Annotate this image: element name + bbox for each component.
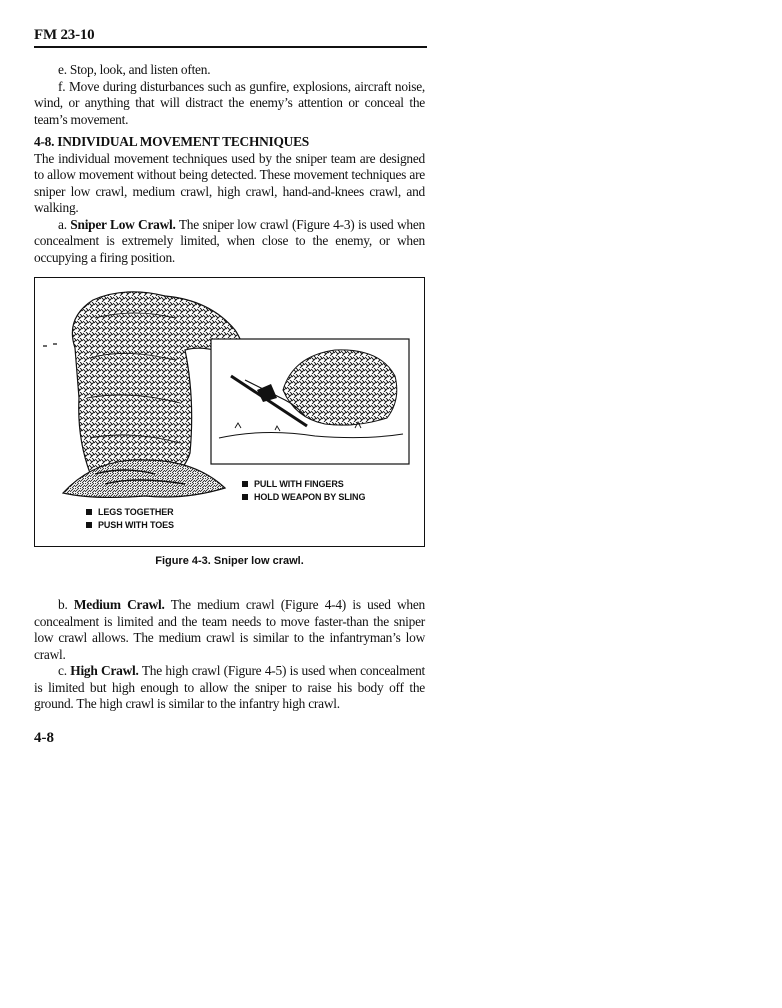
item-a-text: The sniper low crawl (Figure 4-3) is used when concealment is extremely limited, when close to the enemy, or when occupying a firing position. [34,216,425,265]
legend-item [242,491,365,504]
item-c [34,663,425,713]
item-a-term: Sniper Low Crawl. [70,216,176,232]
page-number: 4-8 [34,730,54,746]
figure-caption: Figure 4-3. Sniper low crawl. [155,555,304,567]
item-a-prefix: a. [58,216,71,232]
item-a [34,217,425,267]
legend-item [242,478,365,491]
body-top [34,62,425,266]
section-title: 4-8. INDIVIDUAL MOVEMENT TECHNIQUES [34,134,309,149]
manual-number: FM 23-10 [34,27,95,43]
bullet-square-icon [86,522,92,528]
bullet-square-icon [242,481,248,487]
legend-item [86,519,174,532]
paragraph-f: f. Move during disturbances such as gunfire, explosions, aircraft noise, wind, or anything that will distract the enemy’s attention or conceal the team’s movement. [34,78,425,127]
paragraph-e: e. Stop, look, and listen often. [58,62,211,77]
figure-4-3 [34,277,425,547]
body-bottom [34,597,425,713]
item-b-text: The medium crawl (Figure 4-4) is used when concealment is limited and the team needs to move faster-than the sniper low crawl allows. The medium crawl is similar to the infantryman’s low crawl. [34,597,426,662]
item-c-term: High Crawl. [70,663,139,678]
section-intro: The individual movement techniques used by the sniper team are designed to allow movement without being detected. These movement techniques are sniper low crawl, medium crawl, high crawl, hand-and-knees crawl, and walking. [34,150,425,215]
bullet-square-icon [86,509,92,515]
legend-pull-fingers: PULL WITH FINGERS [254,479,344,489]
legend-right [242,478,365,504]
legend-legs-together: LEGS TOGETHER [98,507,174,517]
legend-push-toes: PUSH WITH TOES [98,520,174,530]
item-b-term: Medium Crawl. [73,597,165,612]
item-b [34,597,425,663]
item-b-prefix: b. [58,597,74,612]
legend-item [86,506,174,519]
bullet-square-icon [242,494,248,500]
item-c-prefix: c. [58,663,71,678]
sniper-low-crawl-illustration [35,278,423,545]
legend-hold-sling: HOLD WEAPON BY SLING [254,492,366,502]
page-header [34,26,427,48]
item-c-text: The high crawl (Figure 4-5) is used when concealment is limited but high enough to allow the sniper to raise his body off the ground. The high crawl is similar to the infantry high crawl. [34,663,425,711]
legend-left [86,506,174,532]
